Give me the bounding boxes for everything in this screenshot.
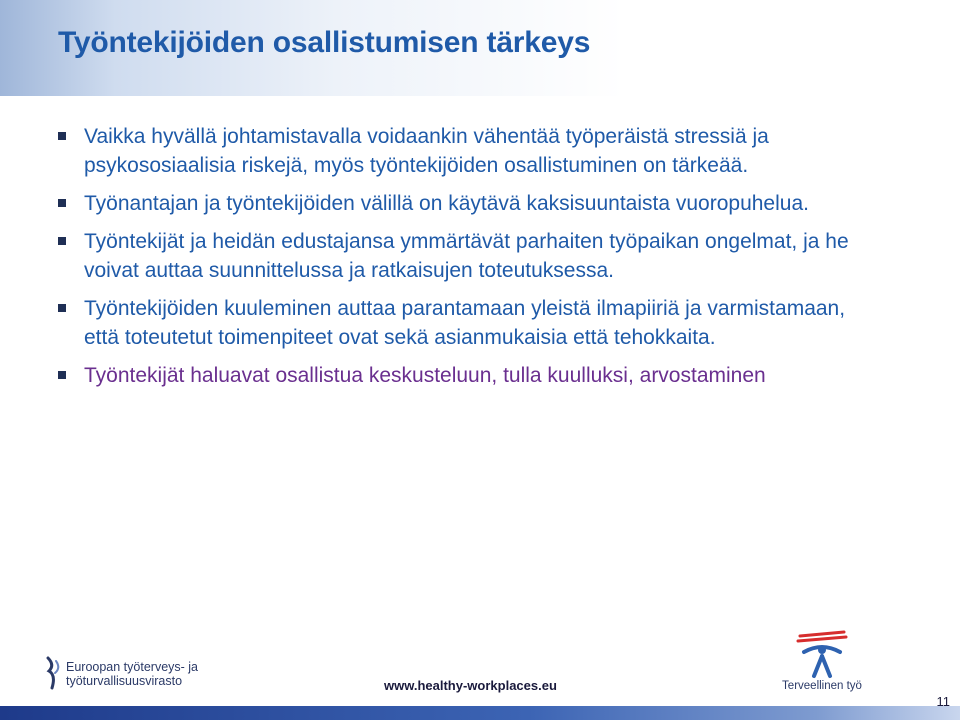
bullet-square-icon: [58, 371, 66, 379]
bullet-text: Työntekijät haluavat osallistua keskusteluun, tulla kuulluksi, arvostaminen: [84, 364, 766, 387]
slide-title: Työntekijöiden osallistumisen tärkeys: [58, 26, 591, 59]
bullet-item-1: [56, 122, 856, 180]
bullet-item-4: [56, 294, 856, 352]
bullet-square-icon: [58, 199, 66, 207]
osha-agency-logo-icon: [44, 656, 64, 690]
bullet-item-5: [56, 361, 856, 390]
agency-name-line-2: työturvallisuusvirasto: [66, 674, 183, 688]
campaign-logo: [782, 626, 862, 696]
footer-bar: [0, 706, 960, 720]
bullet-item-3: [56, 227, 856, 285]
healthy-workplaces-star-figure-icon: [782, 626, 862, 680]
bullet-text: Työntekijät ja heidän edustajansa ymmärtävät parhaiten työpaikan ongelmat, ja he voivat auttaa suunnittelussa ja ratkaisujen toteutuksessa.: [84, 230, 849, 282]
bullet-item-2: [56, 189, 856, 218]
bullet-text: Vaikka hyvällä johtamistavalla voidaankin vähentää työperäistä stressiä ja psykososiaalisia riskejä, myös työntekijöiden osallistuminen on tärkeää.: [84, 125, 769, 177]
bullet-square-icon: [58, 237, 66, 245]
agency-logo: [44, 656, 214, 696]
bullet-list: [56, 122, 856, 399]
bullet-square-icon: [58, 132, 66, 140]
agency-name-line-1: Euroopan työterveys- ja: [66, 660, 199, 674]
bullet-text: Työntekijöiden kuuleminen auttaa parantamaan yleistä ilmapiiriä ja varmistamaan, että toteutetut toimenpiteet ovat sekä asianmukaisia että tehokkaita.: [84, 297, 846, 349]
page-number: 11: [936, 694, 950, 709]
website-link[interactable]: www.healthy-workplaces.eu: [384, 678, 557, 693]
agency-name: [66, 660, 198, 688]
bullet-text: Työnantajan ja työntekijöiden välillä on käytävä kaksisuuntaista vuoropuhelua.: [84, 192, 809, 215]
campaign-caption: Terveellinen työ: [782, 680, 862, 692]
bullet-square-icon: [58, 304, 66, 312]
